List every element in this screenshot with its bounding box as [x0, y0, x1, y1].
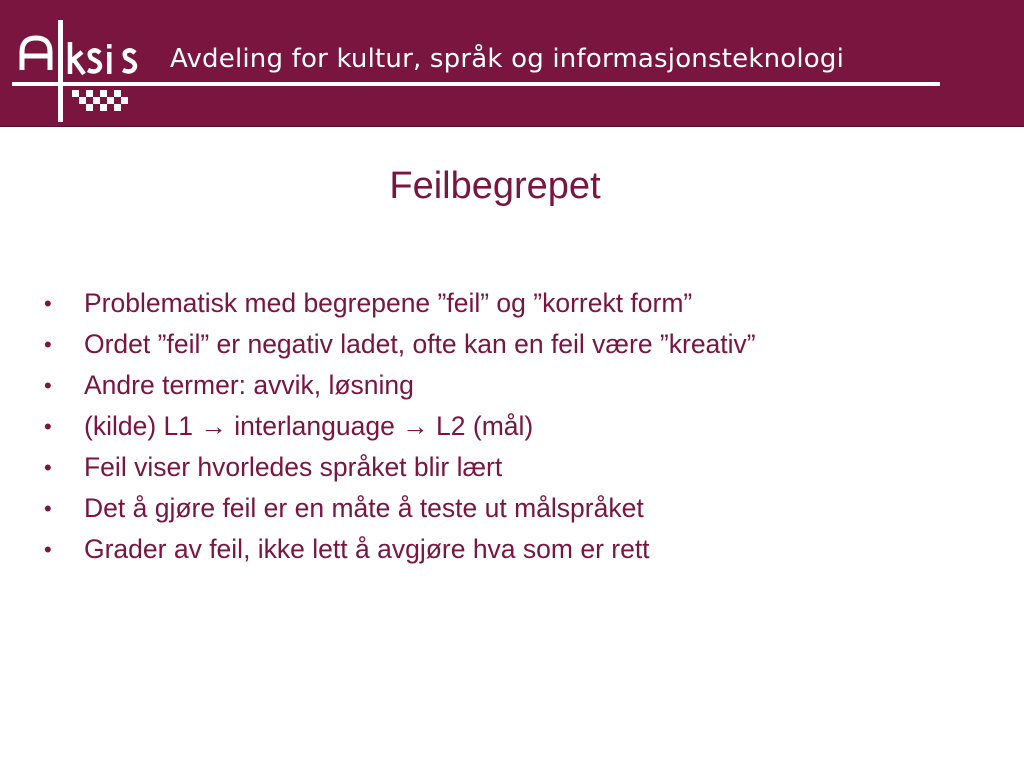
department-title: Avdeling for kultur, språk og informasjonsteknologi — [170, 44, 845, 74]
bullet-text: (kilde) L1 → interlanguage → L2 (mål) — [84, 411, 534, 441]
bullet-dot-icon: • — [44, 332, 52, 357]
header-divider — [12, 82, 940, 86]
bullet-dot-icon: • — [44, 455, 52, 480]
bullet-item — [40, 488, 756, 529]
bullet-item — [40, 365, 756, 406]
bullet-item — [40, 324, 756, 365]
bullet-dot-icon: • — [44, 414, 52, 439]
bullet-list — [40, 283, 756, 570]
bullet-item — [40, 529, 756, 570]
bullet-text: Andre termer: avvik, løsning — [84, 370, 414, 400]
header-banner — [0, 0, 1024, 127]
bullet-dot-icon: • — [44, 496, 52, 521]
bullet-text: Feil viser hvorledes språket blir lært — [84, 452, 503, 482]
bullet-item — [40, 447, 756, 488]
bullet-text: Det å gjøre feil er en måte å teste ut målspråket — [84, 493, 644, 523]
bullet-text: Problematisk med begrepene ”feil” og ”korrekt form” — [84, 288, 693, 318]
bullet-dot-icon: • — [44, 373, 52, 398]
bullet-item — [40, 406, 756, 447]
bullet-text: Ordet ”feil” er negativ ladet, ofte kan en feil være ”kreativ” — [84, 329, 756, 359]
bullet-text: Grader av feil, ikke lett å avgjøre hva som er rett — [84, 534, 650, 564]
bullet-dot-icon: • — [44, 291, 52, 316]
bullet-dot-icon: • — [44, 537, 52, 562]
bullet-item — [40, 283, 756, 324]
slide-title: Feilbegrepet — [389, 165, 601, 207]
aksis-logo — [12, 20, 152, 122]
